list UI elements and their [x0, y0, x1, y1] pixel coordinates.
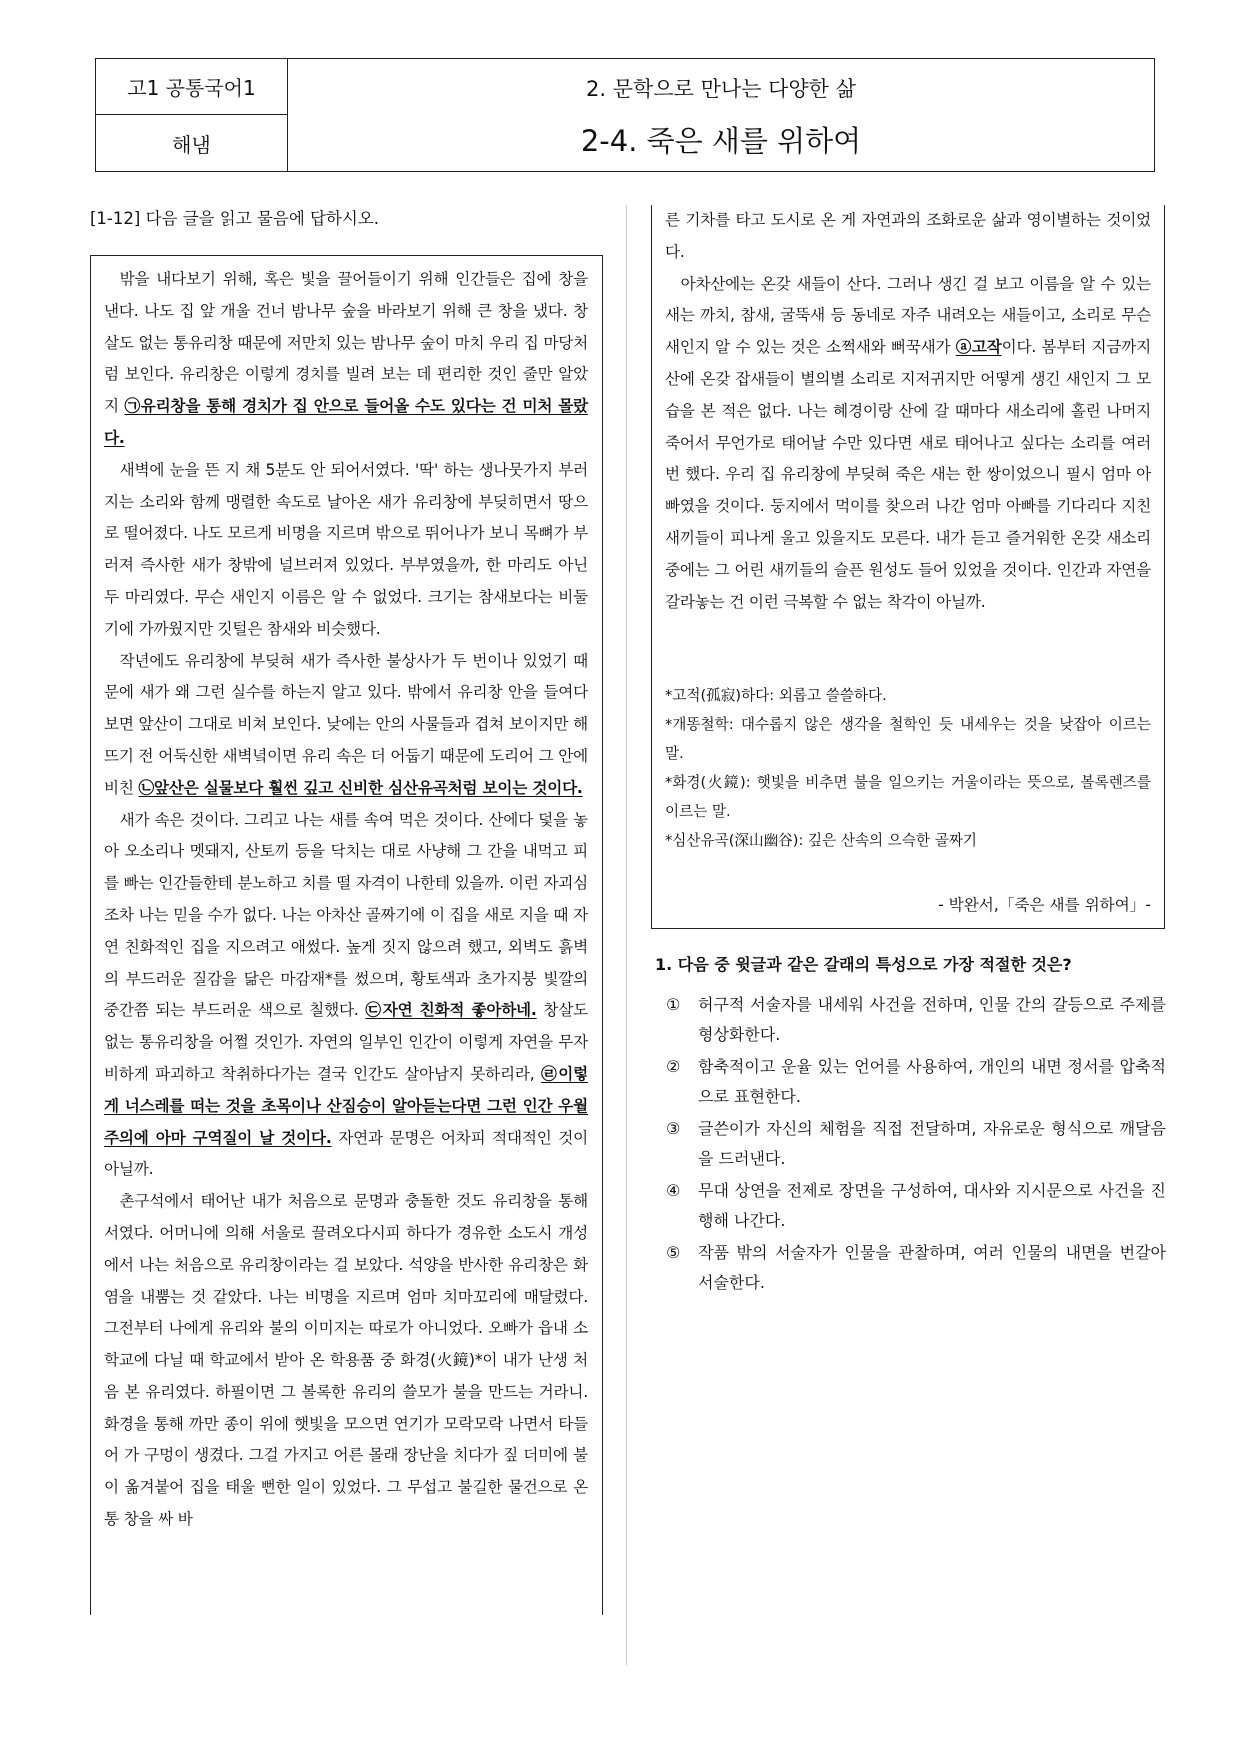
option-4[interactable]: [666, 1176, 1166, 1236]
footnote-item: *개똥철학: 대수롭지 않은 생각을 철학인 듯 내세우는 것을 낮잡아 이르는 말.: [665, 716, 1151, 762]
question-1-options: [666, 990, 1166, 1300]
footnotes: [665, 681, 1151, 855]
option-number: ②: [666, 1057, 681, 1076]
option-number: ⑤: [666, 1243, 681, 1262]
option-3[interactable]: [666, 1114, 1166, 1174]
paragraph-4-text-b: 창살도 없는 통유리창을 어쩔 것인가. 자연의 일부인 인간이 이렇게 자연을 무자비하게 파괴하고 착취하다가는 결국 인간도 살아남지 못하리라,: [104, 1001, 588, 1083]
lesson-cell: [288, 111, 1154, 167]
source-citation: - 박완서,「죽은 새를 위하여」-: [938, 896, 1151, 914]
paragraph-1: [104, 264, 588, 455]
option-5[interactable]: [666, 1238, 1166, 1298]
underline-a: ⓐ고작: [955, 338, 1002, 357]
paragraph-3-text: 작년에도 유리창에 부딪혀 새가 즉사한 불상사가 두 번이나 있었기 때문에 새가 왜 그런 실수를 하는지 알고 있다. 밖에서 유리창 안을 들여다보면 앞산이 그대로 비쳐 보인다. 낮에는 안의 사물들과 겹쳐 보이지만 해 뜨기 전 어둑신한 새벽녘이면 유리 속은 더 어둡기 때문에 도리어 그 안에 비친: [104, 651, 588, 797]
paragraph-5: 촌구석에서 태어난 내가 처음으로 문명과 충돌한 것도 유리창을 통해서였다. 어머니에 의해 서울로 끌려오다시피 하다가 경유한 소도시 개성에서 나는 처음으로 유리창이라는 걸 보았다. 석양을 반사한 유리창은 화염을 내뿜는 것 같았다. 나는 비명을 지르며 엄마 치마꼬리에 매달렸다. 그전부터 나에게 유리와 불의 이미지는 따로가 아니었다. 오빠가 읍내 소학교에 다닐 때 학교에서 받아 온 학용품 중 화경(火鏡)*이 내가 난생 처음 본 유리였다. 하필이면 그 볼록한 유리의 쓸모가 불을 만드는 거라니. 화경을 통해 까만 종이 위에 햇빛을 모으면 연기가 모락모락 나면서 타들어 가 구멍이 생겼다. 그걸 가지고 어른 몰래 장난을 치다가 짚 더미에 불이 옮겨붙어 집을 태울 뻔한 일이 있었다. 그 무섭고 불길한 물건으로 온통 창을 싸 바: [104, 1192, 588, 1529]
instruction: [1-12] 다음 글을 읽고 물음에 답하시오.: [90, 209, 379, 228]
option-text: 작품 밖의 서술자가 인물을 관찰하며, 여러 인물의 내면을 번갈아 서술한다.: [698, 1243, 1166, 1292]
option-number: ①: [666, 995, 681, 1014]
underline-rieul: ㉣이렇게 너스레를 떠는 것을 초목이나 산짐승이 알아듣는다면 그런 인간 우월주의에 아마 구역질이 날 것이다.: [104, 1064, 588, 1147]
option-text: 허구적 서술자를 내세워 사건을 전하며, 인물 간의 갈등으로 주제를 형상화한다.: [698, 995, 1166, 1044]
subject-cell: [96, 59, 288, 115]
paragraph-6-text-a: 아차산에는 온갖 새들이 산다. 그러나 생긴 걸 보고 이름을 알 수 있는 새는 까치, 참새, 굴뚝새 등 동네로 자주 내려오는 새들이고, 소리로 무슨 새인지 알 수 있는 것은 소쩍새와 뻐꾹새가: [665, 274, 1151, 357]
paragraph-6: [665, 269, 1151, 619]
unit-title: 2. 문학으로 만나는 다양한 삶: [586, 77, 856, 101]
underline-giyeok: ㉠유리창을 통해 경치가 집 안으로 들어올 수도 있다는 건 미처 몰랐다.: [104, 397, 589, 447]
footnote-item: *심산유곡(深山幽谷): 깊은 산속의 으슥한 골짜기: [665, 832, 977, 849]
subject-label: 고1 공통국어1: [127, 76, 256, 100]
footnote-item: *화경(火鏡): 햇빛을 비추면 불을 일으키는 거울이라는 뜻으로, 볼록렌즈를 이르는 말.: [665, 774, 1151, 820]
unit-cell: [288, 65, 1154, 111]
passage-text-right: [665, 205, 1151, 618]
textbook-label: 해냄: [172, 132, 211, 157]
paragraph-1-text: 밖을 내다보기 위해, 혹은 빛을 끌어들이기 위해 인간들은 집에 창을 낸다. 나도 집 앞 개울 건너 밤나무 숲을 바라보기 위해 큰 창을 냈다. 창살도 없는 통유리창 때문에 저만치 있는 밤나무 숲이 마치 우리 집 마당처럼 보인다. 유리창은 이렇게 경치를 빌려 보는 데 편리한 것인 줄만 알았지: [104, 270, 588, 416]
paragraph-6-text-b: 이다. 봄부터 지금까지 산에 온갖 잡새들이 별의별 소리로 지저귀지만 어떻게 생긴 새인지 그 모습을 본 적은 없다. 나는 혜경이랑 산에 갈 때마다 새소리에 홀린 나머지 죽어서 무언가로 태어날 수만 있다면 새로 태어나고 싶다는 소리를 여러 번 했다. 우리 집 유리창에 부딪혀 죽은 새는 한 쌍이었으니 필시 엄마 아빠였을 것이다. 둥지에서 먹이를 찾으러 나간 엄마 아빠를 기다리다 지친 새끼들이 피나게 울고 있을지도 모른다. 내가 듣고 즐거워한 온갖 새소리 중에는 그 어린 새끼들의 슬픈 원성도 들어 있었을 것이다. 인간과 자연을 갈라놓는 건 이런 극복할 수 없는 착각이 아닐까.: [665, 338, 1152, 611]
underline-digeut: ㉢자연 친화적 좋아하네.: [365, 1001, 537, 1020]
option-number: ④: [666, 1181, 681, 1200]
option-1[interactable]: [666, 990, 1166, 1050]
paragraph-4-text-a: 새가 속은 것이다. 그리고 나는 새를 속여 먹은 것이다. 산에다 덫을 놓아 오소리나 멧돼지, 산토끼 등을 닥치는 대로 사냥해 그 간을 내먹고 피를 빠는 인간들한테 분노하고 치를 떨 자격이 나한테 있을까. 이런 자괴심조차 나는 믿을 수가 없다. 나는 아차산 골짜기에 이 집을 새로 지을 때 자연 친화적인 집을 지으려고 애썼다. 높게 짓지 않으려 했고, 외벽도 흙벽의 부드러운 질감을 닮은 마감재*를 썼으며, 황토색과 초가지붕 빛깔의 중간쯤 되는 부드러운 색으로 칠했다.: [104, 810, 588, 1020]
option-text: 무대 상연을 전제로 장면을 구성하여, 대사와 지시문으로 사건을 진행해 나간다.: [698, 1181, 1166, 1230]
textbook-cell: [96, 115, 288, 171]
footnote-item: *고적(孤寂)하다: 외롭고 쓸쓸하다.: [665, 687, 887, 704]
paragraph-5-continued: 른 기차를 타고 도시로 온 게 자연과의 조화로운 삶과 영이별하는 것이었다.: [665, 211, 1151, 261]
passage-box-left: [90, 255, 603, 1615]
passage-box-right: [651, 205, 1165, 929]
lesson-title: 2-4. 죽은 새를 위하여: [580, 123, 862, 158]
passage-text-left: [104, 264, 588, 1536]
option-text: 함축적이고 운율 있는 언어를 사용하여, 개인의 내면 정서를 압축적으로 표현한다.: [698, 1057, 1166, 1106]
worksheet-header: [95, 58, 1155, 172]
paragraph-4: [104, 805, 588, 1187]
paragraph-2: 새벽에 눈을 뜬 지 채 5분도 안 되어서였다. '딱' 하는 생나뭇가지 부러지는 소리와 함께 맹렬한 속도로 날아온 새가 유리창에 부딪히면서 땅으로 떨어졌다. 나도 모르게 비명을 지르며 밖으로 뛰어나가 보니 목뼈가 부러져 즉사한 새가 창밖에 널브러져 있었다. 부부였을까, 한 마리도 아닌 두 마리였다. 무슨 새인지 이름은 알 수 없었다. 크기는 참새보다는 비둘기에 가까웠지만 깃털은 참새와 비슷했다.: [104, 460, 588, 638]
question-1-stem: 1. 다음 중 윗글과 같은 갈래의 특성으로 가장 적절한 것은?: [655, 955, 1072, 974]
column-divider: [626, 205, 627, 1665]
option-text: 글쓴이가 자신의 체험을 직접 전달하며, 자유로운 형식으로 깨달음을 드러낸다.: [698, 1119, 1166, 1168]
paragraph-4-text-c: 자연과 문명은 어차피 적대적인 것이 아닐까.: [104, 1128, 588, 1179]
underline-nieun: ㉡앞산은 실물보다 훨씬 깊고 신비한 심산유곡처럼 보이는 것이다.: [138, 778, 583, 797]
option-2[interactable]: [666, 1052, 1166, 1112]
option-number: ③: [666, 1119, 681, 1138]
paragraph-3: [104, 646, 588, 805]
